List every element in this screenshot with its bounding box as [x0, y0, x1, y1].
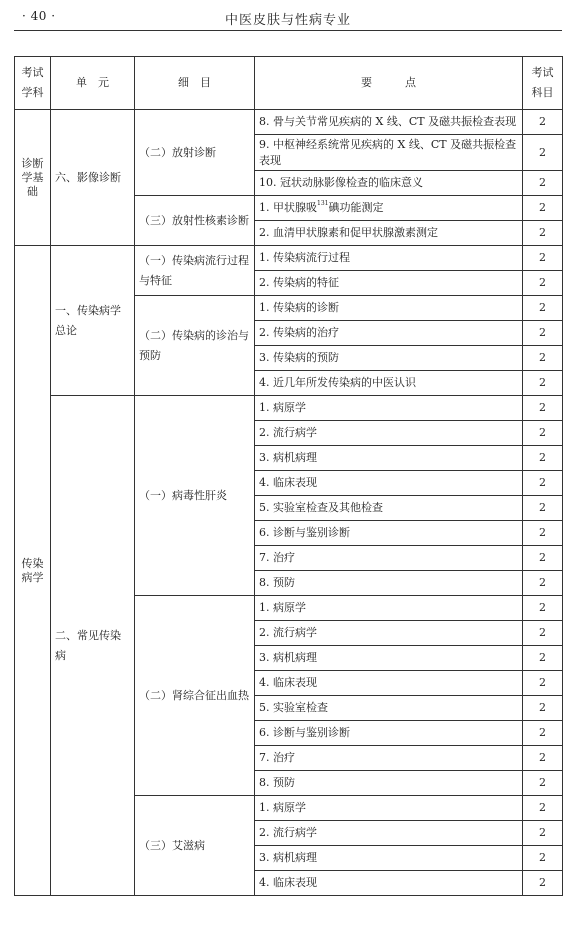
score-cell: 2: [523, 621, 563, 646]
header-subject: 考试学科: [15, 57, 51, 110]
score-cell: 2: [523, 496, 563, 521]
score-cell: 2: [523, 596, 563, 621]
item-cell: （三）艾滋病: [135, 796, 255, 896]
point-cell: 3. 病机病理: [255, 446, 523, 471]
score-cell: 2: [523, 546, 563, 571]
header-level: 考试科目: [523, 57, 563, 110]
score-cell: 2: [523, 296, 563, 321]
score-cell: 2: [523, 271, 563, 296]
point-cell: 2. 传染病的治疗: [255, 321, 523, 346]
point-cell: 8. 预防: [255, 771, 523, 796]
point-text-post: 碘功能测定: [328, 201, 384, 214]
score-cell: 2: [523, 321, 563, 346]
item-cell: （二）肾综合征出血热: [135, 596, 255, 796]
score-cell: 2: [523, 471, 563, 496]
point-cell: 6. 诊断与鉴别诊断: [255, 721, 523, 746]
table-row: [15, 246, 563, 271]
score-cell: 2: [523, 371, 563, 396]
point-cell: 1. 病原学: [255, 596, 523, 621]
point-cell: 2. 流行病学: [255, 821, 523, 846]
score-cell: 2: [523, 246, 563, 271]
point-cell: 10. 冠状动脉影像检查的临床意义: [255, 171, 523, 196]
point-cell: 2. 传染病的特征: [255, 271, 523, 296]
page-number: · 40 ·: [22, 9, 56, 23]
score-cell: 2: [523, 221, 563, 246]
point-cell: 1. 传染病流行过程: [255, 246, 523, 271]
score-cell: 2: [523, 171, 563, 196]
score-cell: 2: [523, 571, 563, 596]
point-cell: 3. 传染病的预防: [255, 346, 523, 371]
score-cell: 2: [523, 821, 563, 846]
score-cell: 2: [523, 846, 563, 871]
score-cell: 2: [523, 135, 563, 171]
score-cell: 2: [523, 110, 563, 135]
point-cell: [255, 196, 523, 221]
score-cell: 2: [523, 796, 563, 821]
point-cell: 8. 骨与关节常见疾病的 X 线、CT 及磁共振检查表现: [255, 110, 523, 135]
point-cell: 5. 实验室检查: [255, 696, 523, 721]
point-cell: 4. 临床表现: [255, 871, 523, 896]
point-cell: 5. 实验室检查及其他检查: [255, 496, 523, 521]
point-cell: 7. 治疗: [255, 746, 523, 771]
score-cell: 2: [523, 871, 563, 896]
subject-cell: 传染病学: [15, 246, 51, 896]
point-cell: 1. 病原学: [255, 396, 523, 421]
point-cell: 6. 诊断与鉴别诊断: [255, 521, 523, 546]
header-unit: 单 元: [51, 57, 135, 110]
point-cell: 8. 预防: [255, 571, 523, 596]
header-point: 要 点: [255, 57, 523, 110]
score-cell: 2: [523, 346, 563, 371]
point-text-pre: 1. 甲状腺吸: [259, 201, 317, 214]
unit-cell: 二、常见传染病: [51, 396, 135, 896]
point-cell: 4. 临床表现: [255, 671, 523, 696]
point-cell: 2. 血清甲状腺素和促甲状腺激素测定: [255, 221, 523, 246]
score-cell: 2: [523, 521, 563, 546]
score-cell: 2: [523, 721, 563, 746]
point-cell: 4. 临床表现: [255, 471, 523, 496]
table-header-row: [15, 57, 563, 110]
score-cell: 2: [523, 696, 563, 721]
item-cell: （一）病毒性肝炎: [135, 396, 255, 596]
score-cell: 2: [523, 646, 563, 671]
header-item: 细 目: [135, 57, 255, 110]
running-title: 中医皮肤与性病专业: [224, 13, 351, 28]
point-cell: 3. 病机病理: [255, 646, 523, 671]
point-cell: 2. 流行病学: [255, 421, 523, 446]
unit-cell: 一、传染病学总论: [51, 246, 135, 396]
point-cell: 3. 病机病理: [255, 846, 523, 871]
point-cell: 9. 中枢神经系统常见疾病的 X 线、CT 及磁共振检查表现: [255, 135, 523, 171]
score-cell: 2: [523, 396, 563, 421]
superscript-131: 131: [317, 200, 329, 207]
score-cell: 2: [523, 446, 563, 471]
score-cell: 2: [523, 421, 563, 446]
item-cell: （二）传染病的诊治与预防: [135, 296, 255, 396]
subject-cell: 诊断学基础: [15, 110, 51, 246]
table-row: [15, 110, 563, 135]
score-cell: 2: [523, 196, 563, 221]
item-cell: （一）传染病流行过程与特征: [135, 246, 255, 296]
point-cell: 1. 传染病的诊断: [255, 296, 523, 321]
score-cell: 2: [523, 746, 563, 771]
point-cell: 4. 近几年所发传染病的中医认识: [255, 371, 523, 396]
point-cell: 2. 流行病学: [255, 621, 523, 646]
item-cell: （三）放射性核素诊断: [135, 196, 255, 246]
page-header: [14, 0, 562, 31]
point-cell: 7. 治疗: [255, 546, 523, 571]
item-cell: （二）放射诊断: [135, 110, 255, 196]
table-row: [15, 396, 563, 421]
score-cell: 2: [523, 671, 563, 696]
point-cell: 1. 病原学: [255, 796, 523, 821]
syllabus-table: [14, 56, 563, 896]
unit-cell: 六、影像诊断: [51, 110, 135, 246]
score-cell: 2: [523, 771, 563, 796]
